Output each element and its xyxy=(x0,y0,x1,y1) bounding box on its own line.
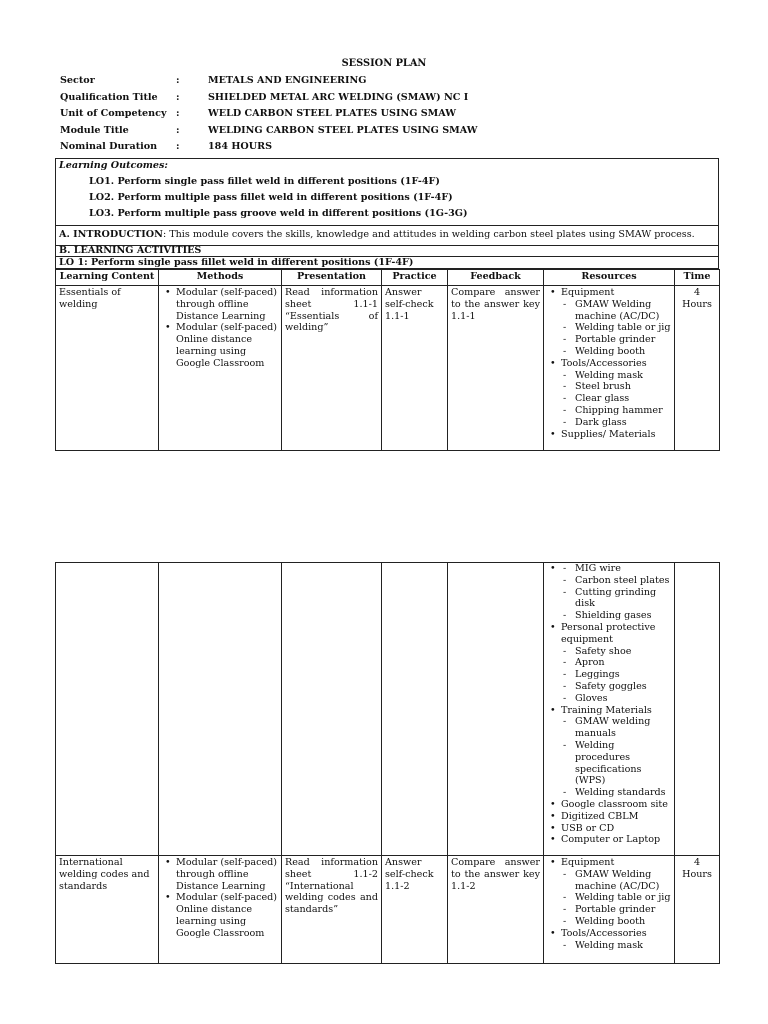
method-item: • Modular (self-paced) through offline Distance Learning xyxy=(176,857,278,892)
learning-outcome-2: LO2. Perform multiple pass fillet weld in different positions (1F-4F) xyxy=(89,192,453,203)
learning-content-cell xyxy=(56,563,159,856)
resource-category: • USB or CD xyxy=(561,823,671,835)
resource-category: • Tools/Accessories - Welding mask - Steel brush - Clear glass - Chipping hammer - Dark glass xyxy=(561,358,671,429)
resource-item: - Welding booth xyxy=(575,346,671,358)
table-row xyxy=(56,856,720,964)
learning-outcomes-heading: Learning Outcomes: xyxy=(59,160,168,171)
method-item: • Modular (self-paced) Online distance learning using Google Classroom xyxy=(176,892,278,939)
column-header: Presentation xyxy=(282,270,382,286)
time-cell: 4 Hours xyxy=(675,286,720,451)
header-value: METALS AND ENGINEERING xyxy=(208,75,367,86)
resource-category: • Supplies/ Materials xyxy=(561,429,671,441)
introduction-box xyxy=(55,224,719,246)
header-value: SHIELDED METAL ARC WELDING (SMAW) NC I xyxy=(208,92,469,103)
resource-item: - Welding standards xyxy=(575,787,671,799)
resource-item: - Portable grinder xyxy=(575,334,671,346)
resource-item: - Safety shoe xyxy=(575,646,671,658)
column-header: Practice xyxy=(382,270,448,286)
learning-outcomes-box xyxy=(55,158,719,226)
resource-category: • Equipment - GMAW Welding machine (AC/DC) - Welding table or jig - Portable grinder - Welding booth xyxy=(561,287,671,358)
resource-item: - GMAW Welding machine (AC/DC) xyxy=(575,869,671,893)
column-header: Methods xyxy=(159,270,282,286)
header-label: Qualification Title xyxy=(60,92,158,103)
resource-item: - Welding mask xyxy=(575,940,671,952)
practice-cell: Answer self-check 1.1-1 xyxy=(382,286,448,451)
learning-content-cell xyxy=(56,286,159,451)
feedback-cell: Compare answer to the answer key 1.1-1 xyxy=(448,286,544,451)
header-value: WELDING CARBON STEEL PLATES USING SMAW xyxy=(208,125,478,136)
method-item: • Modular (self-paced) through offline Distance Learning xyxy=(176,287,278,322)
introduction-text: : This module covers the skills, knowledge and attitudes in welding carbon steel plates using SMAW process. xyxy=(162,229,695,240)
feedback-cell: Compare answer to the answer key 1.1-2 xyxy=(448,856,544,964)
header-colon: : xyxy=(176,108,180,119)
lo1-heading xyxy=(55,257,719,269)
header-colon: : xyxy=(176,75,180,86)
resource-item: - Welding table or jig xyxy=(575,322,671,334)
resource-item: - Clear glass xyxy=(575,393,671,405)
resource-item: - Safety goggles xyxy=(575,681,671,693)
resource-item: - Welding procedures specifications (WPS) xyxy=(575,740,671,787)
table-header-row xyxy=(56,270,720,286)
resource-item: - • MIG wire xyxy=(575,563,671,575)
header-label: Module Title xyxy=(60,125,129,136)
methods-cell xyxy=(159,563,282,856)
resource-category: • Computer or Laptop xyxy=(561,834,671,846)
presentation-cell xyxy=(282,563,382,856)
header-colon: : xyxy=(176,92,180,103)
introduction-label: A. INTRODUCTION xyxy=(59,229,163,240)
resource-item: - Welding mask xyxy=(575,370,671,382)
lo1-label: LO 1: Perform single pass fillet weld in different positions (1F-4F) xyxy=(59,257,414,268)
resource-item: - Cutting grinding disk xyxy=(575,587,671,611)
resource-item: - Steel brush xyxy=(575,381,671,393)
activities-table-page1 xyxy=(55,269,720,451)
table-row xyxy=(56,286,720,451)
column-header: Resources xyxy=(544,270,675,286)
resource-item: - Welding table or jig xyxy=(575,892,671,904)
resource-item: - Gloves xyxy=(575,693,671,705)
resource-item: - Shielding gases xyxy=(575,610,671,622)
time-cell xyxy=(675,563,720,856)
document-title: SESSION PLAN xyxy=(341,58,427,69)
table-row xyxy=(56,563,720,856)
resources-cell xyxy=(544,563,675,856)
header-colon: : xyxy=(176,141,180,152)
presentation-cell: Read information sheet 1.1-1 “Essentials of welding” xyxy=(282,286,382,451)
practice-cell xyxy=(382,563,448,856)
resource-category-continued xyxy=(561,563,671,622)
methods-cell xyxy=(159,286,282,451)
resource-category: • Training Materials - GMAW welding manuals - Welding procedures specifications (WPS) - Welding standards xyxy=(561,705,671,799)
learning-outcome-1: LO1. Perform single pass fillet weld in different positions (1F-4F) xyxy=(89,176,440,187)
header-value: 184 HOURS xyxy=(208,141,273,152)
resource-category: • Digitized CBLM xyxy=(561,811,671,823)
resources-cell xyxy=(544,856,675,964)
resource-item: - GMAW Welding machine (AC/DC) xyxy=(575,299,671,323)
column-header: Learning Content xyxy=(56,270,159,286)
learning-activities-heading xyxy=(55,245,719,257)
header-colon: : xyxy=(176,125,180,136)
method-item: • Modular (self-paced) Online distance learning using Google Classroom xyxy=(176,322,278,369)
header-value: WELD CARBON STEEL PLATES USING SMAW xyxy=(208,108,457,119)
learning-content: Essentials of welding xyxy=(59,287,121,310)
header-label: Unit of Competency xyxy=(60,108,167,119)
time-cell: 4 Hours xyxy=(675,856,720,964)
resource-item: - Welding booth xyxy=(575,916,671,928)
resources-cell xyxy=(544,286,675,451)
resource-category: • Personal protective equipment - Safety shoe - Apron - Leggings - Safety goggles - Gloves xyxy=(561,622,671,705)
resource-item: - GMAW welding manuals xyxy=(575,716,671,740)
practice-cell: Answer self-check 1.1-2 xyxy=(382,856,448,964)
learning-content-cell xyxy=(56,856,159,964)
resource-item: - Leggings xyxy=(575,669,671,681)
resource-category: • Google classroom site xyxy=(561,799,671,811)
resource-item: - Apron xyxy=(575,657,671,669)
learning-outcome-3: LO3. Perform multiple pass groove weld in different positions (1G-3G) xyxy=(89,208,468,219)
resource-item: - Dark glass xyxy=(575,417,671,429)
resource-category: • Equipment - GMAW Welding machine (AC/DC) - Welding table or jig - Portable grinder - Welding booth xyxy=(561,857,671,928)
resource-category: • Tools/Accessories - Welding mask xyxy=(561,928,671,952)
methods-cell xyxy=(159,856,282,964)
learning-activities-label: B. LEARNING ACTIVITIES xyxy=(59,245,202,256)
resource-item: - Chipping hammer xyxy=(575,405,671,417)
column-header: Time xyxy=(675,270,720,286)
header-label: Nominal Duration xyxy=(60,141,158,152)
resource-item: - Carbon steel plates xyxy=(575,575,671,587)
learning-content: International welding codes and standards xyxy=(59,857,150,892)
column-header: Feedback xyxy=(448,270,544,286)
feedback-cell xyxy=(448,563,544,856)
resource-item: - Portable grinder xyxy=(575,904,671,916)
header-label: Sector xyxy=(60,75,95,86)
activities-table-page2 xyxy=(55,562,720,964)
presentation-cell: Read information sheet 1.1-2 “International welding codes and standards” xyxy=(282,856,382,964)
